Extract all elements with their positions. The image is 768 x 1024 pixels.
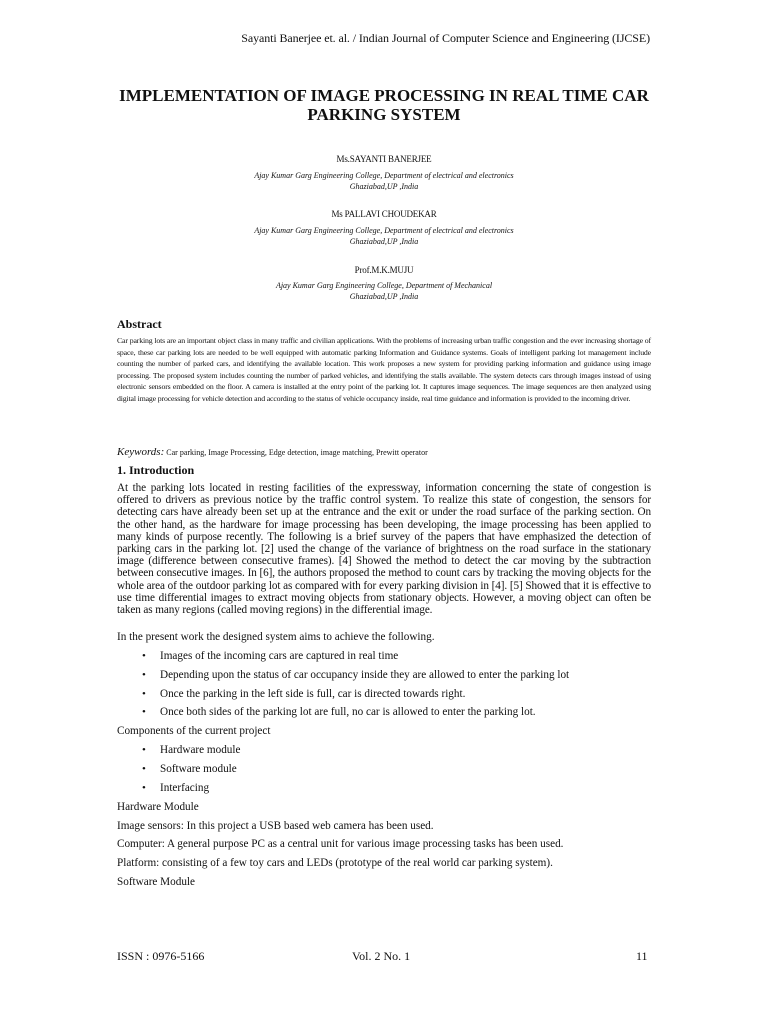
bullet-icon: • [142,669,146,681]
footer-page-number: 11 [636,949,648,963]
author-affiliation: Ajay Kumar Garg Engineering College, Department of electrical and electronics [254,171,514,180]
aim-item: Once the parking in the left side is full, car is directed towards right. [160,688,466,700]
aim-item: Once both sides of the parking lot are full, no car is allowed to enter the parking lot. [160,706,536,718]
introduction-heading: 1. Introduction [117,463,195,477]
author-affiliation: Ajay Kumar Garg Engineering College, Department of electrical and electronics [254,226,514,235]
components-intro: Components of the current project [117,725,271,737]
bullet-icon: • [142,782,146,794]
author-name: Ms.SAYANTI BANERJEE [336,154,432,164]
aim-item: Images of the incoming cars are captured in real time [160,650,399,662]
bullet-icon: • [142,744,146,756]
author-affiliation: Ajay Kumar Garg Engineering College, Department of Mechanical [275,281,493,290]
introduction-text: At the parking lots located in resting facilities of the expressway, information concerning the state of congestion is offered to drivers as previous notice by the traffic control system. To realize this state of congestion, the sensors for detecting cars have already been set up at the entrance and the exit or under the road surface of the parking section. On the other hand, as the hardware for image processing has been developing, the image processing has been applied to many kinds of purpose recently. The following is a brief survey of the papers that have emphasized the detection of parking cars in the parking lot. [2] used the change of the variance of brightness on the road surface in the stationary image (difference between consecutive frames). [4] Showed the method to detect the car moving by the subtraction between consecutive images. In [6], the authors proposed the method to count cars by tracking the moving objects for the whole area of the outdoor parking lot as compared with for every parking division in [4]. [5] Showed that it is effective to use time differential images to extract moving objects from stationary objects. However, a moving object can often be taken as many regions (called moving regions) in the differential image. [117,482,651,617]
footer-issn: ISSN : 0976-5166 [117,949,205,963]
bullet-icon: • [142,763,146,775]
hardware-module-heading: Hardware Module [117,801,199,813]
hardware-item: Platform: consisting of a few toy cars and LEDs (prototype of the real world car parking system). [117,857,553,869]
author-name: Prof.M.K.MUJU [354,265,414,275]
author-name: Ms PALLAVI CHOUDEKAR [331,209,437,219]
component-item: Hardware module [160,744,241,756]
component-item: Software module [160,763,237,775]
abstract-heading: Abstract [117,317,162,331]
paper-title: IMPLEMENTATION OF IMAGE PROCESSING IN REAL TIME CAR PARKING SYSTEM [119,86,649,124]
author-location: Ghaziabad,UP ,India [349,292,419,301]
hardware-item: Image sensors: In this project a USB based web camera has been used. [117,820,434,832]
software-module-heading: Software Module [117,876,195,888]
author-location: Ghaziabad,UP ,India [349,237,419,246]
bullet-icon: • [142,706,146,718]
abstract-text: Car parking lots are an important object class in many traffic and civilian applications. With the problems of increasing urban traffic congestion and the ever increasing shortage of space, these car parking lots are needed to be well equipped with automatic parking Information and Guidance systems. Goals of intelligent parking lot management include counting the number of parked cars, and identifying the available location. This work proposes a new system for providing parking information and guidance using image processing. The proposed system includes counting the number of parked vehicles, and identifying the stalls available. The system detects cars through images instead of using electronic sensors embedded on the floor. A camera is installed at the entry point of the parking lot. It captures image sequences. The image sequences are then analyzed using digital image processing for vehicle detection and according to the status of vehicle occupancy inside, real time guidance and information is provided to the incoming driver. [117,336,651,403]
component-item: Interfacing [160,782,210,794]
aim-item: Depending upon the status of car occupancy inside they are allowed to enter the parking lot [160,669,570,681]
keywords-label: Keywords: [117,446,165,458]
keywords-line [117,446,651,458]
bullet-icon: • [142,688,146,700]
keywords-text: Car parking, Image Processing, Edge detection, image matching, Prewitt operator [166,448,428,457]
author-location: Ghaziabad,UP ,India [349,182,419,191]
hardware-item: Computer: A general purpose PC as a central unit for various image processing tasks has been used. [117,838,564,850]
aims-intro: In the present work the designed system aims to achieve the following. [117,631,435,643]
footer-volume: Vol. 2 No. 1 [352,949,411,963]
running-header: Sayanti Banerjee et. al. / Indian Journal of Computer Science and Engineering (IJCSE) [241,31,650,45]
bullet-icon: • [142,650,146,662]
